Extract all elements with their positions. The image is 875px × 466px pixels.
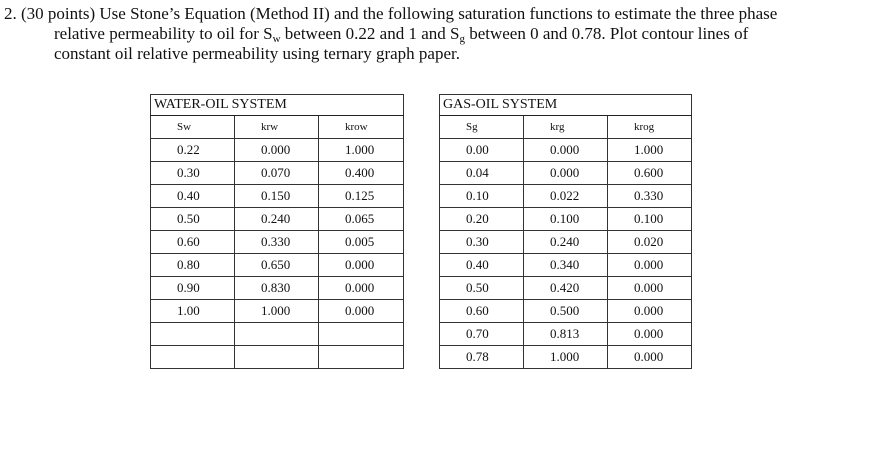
cell-krg: 0.000	[524, 139, 608, 162]
table-row	[440, 323, 692, 346]
cell-sw: 0.50	[151, 208, 235, 231]
cell-krg: 0.100	[524, 208, 608, 231]
cell-krow	[319, 323, 404, 346]
subscript-w: w	[272, 33, 281, 45]
problem-line-1: 2. (30 points) Use Stone’s Equation (Method II) and the following saturation functions to estimate the three phase	[4, 4, 778, 23]
table-row	[151, 162, 404, 185]
water-oil-header-row	[151, 116, 404, 139]
cell-krg: 0.340	[524, 254, 608, 277]
problem-line-2-part-a: relative permeability to oil for S	[54, 24, 273, 43]
table-row	[151, 208, 404, 231]
cell-krow: 0.005	[319, 231, 404, 254]
cell-krw: 0.070	[235, 162, 319, 185]
table-row	[151, 277, 404, 300]
cell-krw: 0.240	[235, 208, 319, 231]
cell-sg: 0.78	[440, 346, 524, 369]
cell-krw: 1.000	[235, 300, 319, 323]
gas-oil-title: GAS-OIL SYSTEM	[440, 95, 692, 116]
cell-krow: 0.125	[319, 185, 404, 208]
cell-krg: 0.813	[524, 323, 608, 346]
cell-sw	[151, 323, 235, 346]
cell-krog: 0.600	[608, 162, 692, 185]
problem-line-2-part-c: between 0 and 0.78. Plot contour lines of	[464, 24, 749, 43]
gas-oil-header-row	[440, 116, 692, 139]
table-row	[440, 346, 692, 369]
header-sg: Sg	[440, 116, 524, 139]
table-row	[151, 139, 404, 162]
cell-krow: 0.000	[319, 300, 404, 323]
cell-sg: 0.60	[440, 300, 524, 323]
cell-krg: 0.022	[524, 185, 608, 208]
cell-sw: 0.22	[151, 139, 235, 162]
cell-sg: 0.30	[440, 231, 524, 254]
gas-oil-table	[439, 94, 692, 369]
cell-krw: 0.000	[235, 139, 319, 162]
table-row	[440, 277, 692, 300]
cell-krw: 0.650	[235, 254, 319, 277]
cell-krow: 0.000	[319, 254, 404, 277]
table-row	[151, 254, 404, 277]
cell-krw: 0.330	[235, 231, 319, 254]
table-row	[440, 300, 692, 323]
cell-krow: 0.400	[319, 162, 404, 185]
cell-sg: 0.10	[440, 185, 524, 208]
table-row	[440, 139, 692, 162]
problem-line-2	[4, 24, 864, 44]
table-row	[151, 300, 404, 323]
cell-sg: 0.20	[440, 208, 524, 231]
cell-krog: 1.000	[608, 139, 692, 162]
cell-krog: 0.000	[608, 300, 692, 323]
cell-krog: 0.000	[608, 254, 692, 277]
cell-sw: 0.60	[151, 231, 235, 254]
water-oil-table	[150, 94, 404, 369]
table-row-empty	[151, 323, 404, 346]
cell-krog: 0.100	[608, 208, 692, 231]
cell-krow: 0.065	[319, 208, 404, 231]
cell-krg: 1.000	[524, 346, 608, 369]
cell-krog: 0.000	[608, 323, 692, 346]
table-row-empty	[151, 346, 404, 369]
cell-sg: 0.70	[440, 323, 524, 346]
cell-sw: 0.40	[151, 185, 235, 208]
cell-sg: 0.40	[440, 254, 524, 277]
cell-krg: 0.000	[524, 162, 608, 185]
cell-sw: 0.30	[151, 162, 235, 185]
header-krog: krog	[608, 116, 692, 139]
table-row	[440, 254, 692, 277]
cell-krg: 0.420	[524, 277, 608, 300]
cell-sw: 0.90	[151, 277, 235, 300]
problem-line-3: constant oil relative permeability using ternary graph paper.	[54, 44, 460, 63]
cell-krog: 0.020	[608, 231, 692, 254]
cell-sw: 1.00	[151, 300, 235, 323]
cell-sg: 0.50	[440, 277, 524, 300]
cell-krw: 0.150	[235, 185, 319, 208]
problem-line-2-part-b: between 0.22 and 1 and S	[280, 24, 460, 43]
cell-krog: 0.000	[608, 346, 692, 369]
cell-sg: 0.04	[440, 162, 524, 185]
table-row	[151, 185, 404, 208]
cell-krog: 0.330	[608, 185, 692, 208]
water-oil-title: WATER-OIL SYSTEM	[151, 95, 404, 116]
table-row	[151, 231, 404, 254]
header-sw: Sw	[151, 116, 235, 139]
cell-krow: 1.000	[319, 139, 404, 162]
table-row	[440, 162, 692, 185]
cell-krg: 0.240	[524, 231, 608, 254]
cell-krog: 0.000	[608, 277, 692, 300]
cell-krw	[235, 323, 319, 346]
table-row	[440, 185, 692, 208]
cell-sw: 0.80	[151, 254, 235, 277]
header-krw: krw	[235, 116, 319, 139]
gas-oil-title-row	[440, 95, 692, 116]
water-oil-title-row	[151, 95, 404, 116]
header-krow: krow	[319, 116, 404, 139]
header-krg: krg	[524, 116, 608, 139]
cell-krow: 0.000	[319, 277, 404, 300]
cell-krow	[319, 346, 404, 369]
table-row	[440, 208, 692, 231]
problem-statement	[4, 4, 864, 64]
subscript-g: g	[459, 33, 465, 45]
cell-sg: 0.00	[440, 139, 524, 162]
cell-krw	[235, 346, 319, 369]
cell-krw: 0.830	[235, 277, 319, 300]
cell-krg: 0.500	[524, 300, 608, 323]
cell-sw	[151, 346, 235, 369]
table-row	[440, 231, 692, 254]
